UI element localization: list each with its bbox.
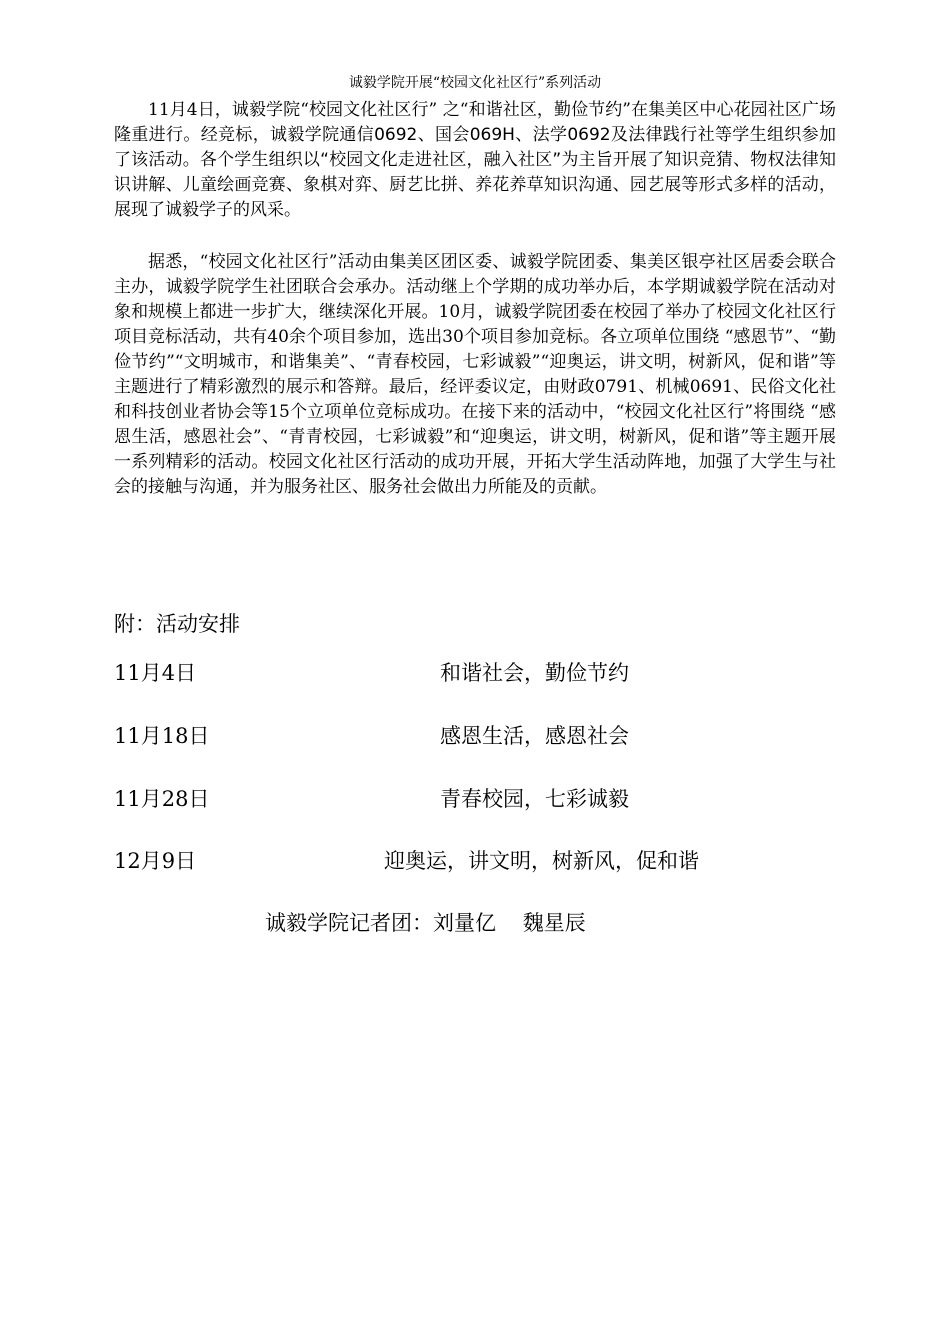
schedule-row	[114, 846, 836, 876]
reporter-signature: 诚毅学院记者团：刘量亿 魏星辰	[265, 911, 586, 935]
schedule-heading: 附：活动安排	[114, 612, 240, 636]
document-title: 诚毅学院开展“校园文化社区行”系列活动	[348, 75, 602, 91]
body-paragraph-1	[114, 98, 836, 223]
schedule-theme: 青春校园，七彩诚毅	[440, 787, 629, 811]
schedule-date: 12月9日	[114, 849, 197, 873]
schedule-row	[114, 784, 836, 814]
schedule-theme: 迎奥运，讲文明，树新风，促和谐	[384, 849, 699, 873]
schedule-row	[114, 721, 836, 751]
schedule-row	[114, 658, 836, 688]
schedule-date: 11月28日	[114, 787, 210, 811]
paragraph-2-text-b: 在接下来的活动中，“校园文化社区行”将围绕 “感恩生活，感恩社会”、“青青校园，七彩诚毅”和“迎奥运，讲文明，树新风，促和谐”等主题开展一系列精彩的活动。	[114, 402, 836, 472]
paragraph-1-text-b: 经竞标，诚毅学院通信0692、国会069H、法学0692及法律践行社等学生组织参加了该活动。各个学生组织以“校园文化走进社区，融入社区”为主旨开展了知识竞猜、物权法律知识讲解、儿童绘画竞赛、象棋对弈、厨艺比拼、养花养草知识沟通、园艺展等形式多样的活动，展现了诚毅学子的风采。	[114, 125, 836, 220]
schedule-theme: 感恩生活，感恩社会	[440, 724, 629, 748]
paragraph-1-text-a: 11月4日，诚毅学院“校园文化社区行” 之“和谐社区，勤俭节约”在集美区中心花园社区广场隆重进行。	[114, 100, 836, 145]
paragraph-2-text-a: 据悉，“校园文化社区行”活动由集美区团区委、诚毅学院团委、集美区银亭社区居委会联合主办，诚毅学院学生社团联合会承办。活动继上个学期的成功举办后，本学期诚毅学院在活动对象和规模上都进一步扩大，继续深化开展。10月，诚毅学院团委在校园了举办了校园文化社区行项目竞标活动，共有40余个项目参加，选出30个项目参加竞标。各立项单位围绕 “感恩节”、“勤俭节约”“文明城市，和谐集美”、“青春校园，七彩诚毅”“迎奥运，讲文明，树新风，促和谐”等主题进行了精彩激烈的展示和答辩。最后，经评委议定，由财政0791、机械0691、民俗文化社和科技创业者协会等15个立项单位竞标成功。	[114, 252, 836, 422]
paragraph-2-text-c: 校园文化社区行活动的成功开展，开拓大学生活动阵地，加强了大学生与社会的接触与沟通，并为服务社区、服务社会做出力所能及的贡献。	[114, 452, 837, 497]
schedule-date: 11月18日	[114, 724, 210, 748]
body-paragraph-2	[114, 250, 836, 500]
schedule-date: 11月4日	[114, 661, 197, 685]
schedule-theme: 和谐社会，勤俭节约	[440, 661, 629, 685]
